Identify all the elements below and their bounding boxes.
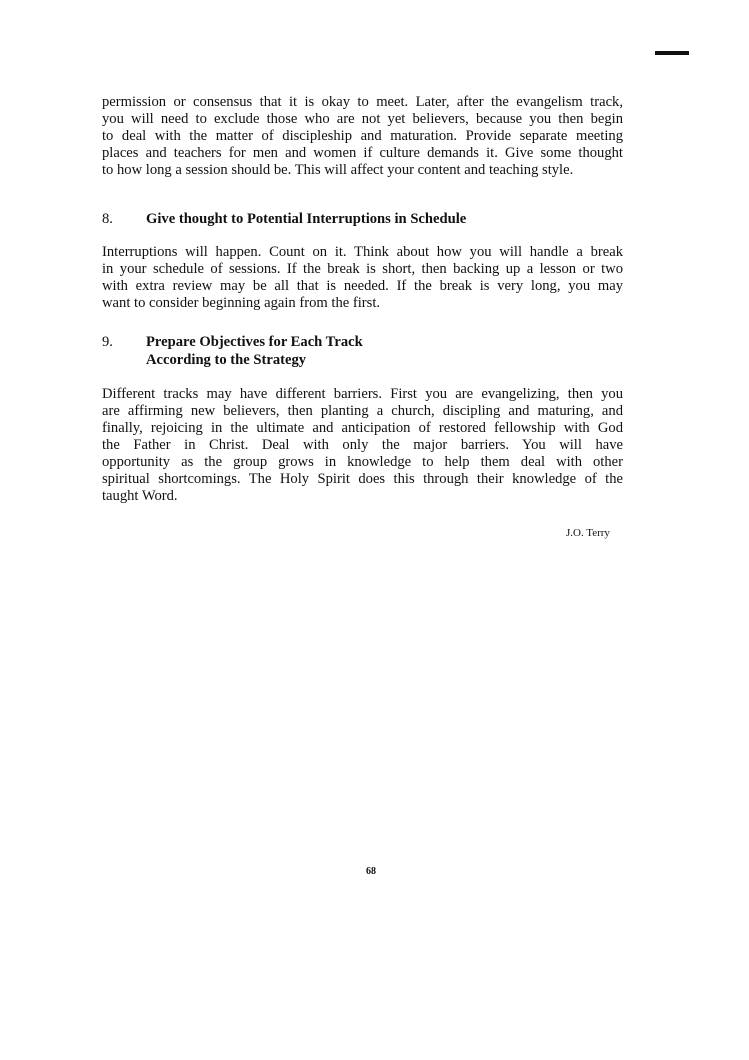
- paragraph-2: [102, 244, 623, 312]
- text-line: want to consider beginning again from the first.: [102, 295, 381, 311]
- text-line: in your schedule of sessions. If the break is short, then backing up a lesson or two: [102, 261, 623, 277]
- page-number: 68: [366, 866, 376, 877]
- page-marker-bar: [655, 51, 689, 55]
- text-line: permission or consensus that it is okay to meet. Later, after the evangelism track,: [102, 94, 623, 110]
- text-line: you will need to exclude those who are not yet believers, because you then begin: [102, 111, 623, 127]
- heading-line: According to the Strategy: [146, 352, 307, 368]
- heading-9: [102, 333, 363, 369]
- text-line: to deal with the matter of discipleship and maturation. Provide separate meeting: [102, 128, 623, 144]
- text-line: the Father in Christ. Deal with only the major barriers. You will have: [102, 437, 623, 453]
- text-line: finally, rejoicing in the ultimate and anticipation of restored fellowship with God: [102, 420, 623, 436]
- heading-8: [102, 210, 466, 228]
- heading-line: Prepare Objectives for Each Track: [146, 334, 363, 350]
- text-line: Interruptions will happen. Count on it. Think about how you will handle a break: [102, 244, 623, 260]
- heading-number: 8.: [102, 211, 113, 227]
- text-line: are affirming new believers, then planting a church, discipling and maturing, and: [102, 403, 623, 419]
- paragraph-1: [102, 94, 623, 179]
- text-line: with extra review may be all that is needed. If the break is very long, you may: [102, 278, 623, 294]
- text-line: to how long a session should be. This will affect your content and teaching style.: [102, 162, 574, 178]
- text-line: taught Word.: [102, 488, 178, 504]
- heading-title: [146, 333, 363, 369]
- text-line: places and teachers for men and women if culture demands it. Give some thought: [102, 145, 623, 161]
- text-line: spiritual shortcomings. The Holy Spirit does this through their knowledge of the: [102, 471, 623, 487]
- author-signature: J.O. Terry: [566, 527, 610, 539]
- heading-number: 9.: [102, 334, 113, 350]
- text-line: Different tracks may have different barriers. First you are evangelizing, then you: [102, 386, 623, 402]
- paragraph-3: [102, 386, 623, 505]
- text-line: opportunity as the group grows in knowledge to help them deal with other: [102, 454, 623, 470]
- heading-title: Give thought to Potential Interruptions in Schedule: [146, 211, 467, 227]
